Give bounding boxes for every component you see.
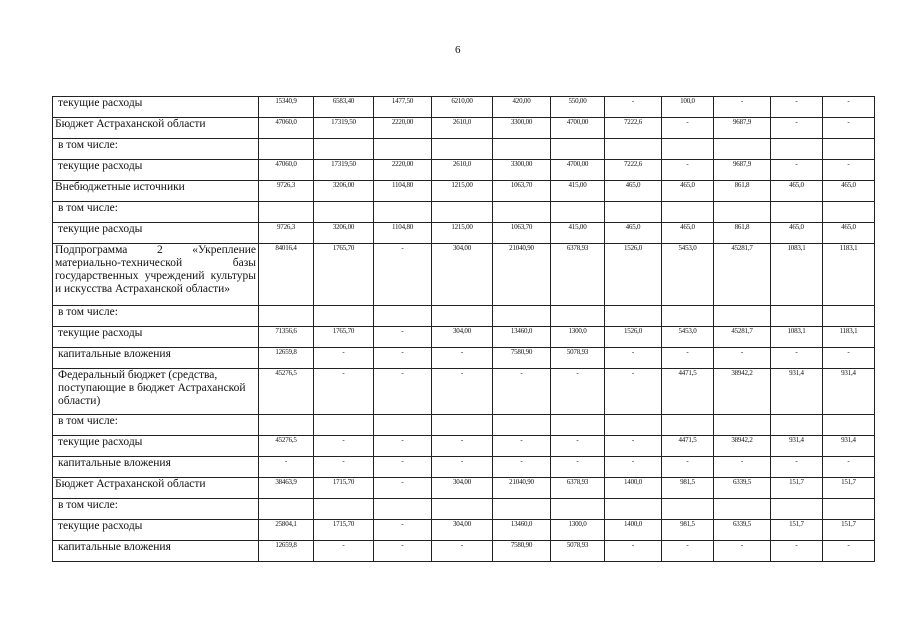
value-cell: 5078,93 (551, 541, 605, 562)
value-cell (432, 306, 493, 327)
value-cell (259, 415, 314, 436)
value-cell: 415,00 (551, 223, 605, 244)
value-cell: - (714, 97, 771, 118)
row-label: Федеральный бюджет (средства, поступающие в бюджет Астраханской области) (53, 369, 259, 415)
value-cell: - (714, 348, 771, 369)
value-cell: 1477,50 (374, 97, 432, 118)
value-cell: - (662, 541, 714, 562)
value-cell: 84016,4 (259, 244, 314, 306)
value-cell: 465,0 (662, 181, 714, 202)
value-cell: - (605, 457, 662, 478)
table-row (53, 202, 875, 223)
value-cell (662, 499, 714, 520)
value-cell: - (605, 541, 662, 562)
value-cell: 6378,93 (551, 478, 605, 499)
table-row (53, 457, 875, 478)
row-label: Бюджет Астраханской области (53, 118, 259, 139)
value-cell: - (493, 457, 551, 478)
row-label: текущие расходы (53, 327, 259, 348)
value-cell (432, 415, 493, 436)
value-cell (551, 202, 605, 223)
value-cell: - (432, 369, 493, 415)
row-label: Подпрограмма 2 «Укрепление материально-технической базы государственных учреждений культуры и искусства Астраханской области» (53, 244, 259, 306)
page-number: 6 (455, 44, 461, 56)
value-cell: - (374, 327, 432, 348)
value-cell: 304,00 (432, 327, 493, 348)
value-cell (314, 202, 374, 223)
value-cell: 931,4 (771, 436, 823, 457)
value-cell: 465,0 (771, 181, 823, 202)
value-cell: 6339,5 (714, 520, 771, 541)
row-label: текущие расходы (53, 97, 259, 118)
value-cell (314, 499, 374, 520)
table-row (53, 327, 875, 348)
value-cell: 465,0 (605, 181, 662, 202)
value-cell: 5078,93 (551, 348, 605, 369)
value-cell (771, 202, 823, 223)
value-cell: - (374, 244, 432, 306)
value-cell: 3300,00 (493, 160, 551, 181)
value-cell: 465,0 (823, 181, 875, 202)
value-cell (493, 139, 551, 160)
value-cell: 981,5 (662, 520, 714, 541)
value-cell: 7580,90 (493, 541, 551, 562)
value-cell: 15340,9 (259, 97, 314, 118)
value-cell: 38942,2 (714, 436, 771, 457)
row-label: текущие расходы (53, 436, 259, 457)
value-cell: - (662, 160, 714, 181)
value-cell (374, 202, 432, 223)
table-row (53, 181, 875, 202)
value-cell: 3300,00 (493, 118, 551, 139)
table-row (53, 415, 875, 436)
value-cell: 1104,80 (374, 181, 432, 202)
value-cell: 6339,5 (714, 478, 771, 499)
table-row (53, 118, 875, 139)
value-cell: - (551, 369, 605, 415)
value-cell (823, 499, 875, 520)
value-cell: 21040,90 (493, 244, 551, 306)
value-cell: 21040,90 (493, 478, 551, 499)
value-cell: - (771, 97, 823, 118)
value-cell: - (605, 97, 662, 118)
table-row (53, 97, 875, 118)
value-cell: 38942,2 (714, 369, 771, 415)
value-cell: 1083,1 (771, 327, 823, 348)
value-cell: - (605, 369, 662, 415)
value-cell: 1400,0 (605, 520, 662, 541)
value-cell: - (823, 97, 875, 118)
value-cell: - (714, 541, 771, 562)
value-cell (771, 139, 823, 160)
value-cell (259, 499, 314, 520)
row-label: в том числе: (53, 415, 259, 436)
value-cell (823, 415, 875, 436)
value-cell: 6378,93 (551, 244, 605, 306)
table-row (53, 160, 875, 181)
value-cell: 2610,0 (432, 160, 493, 181)
value-cell (551, 499, 605, 520)
value-cell (374, 415, 432, 436)
value-cell: 45281,7 (714, 327, 771, 348)
value-cell: - (432, 436, 493, 457)
value-cell: 9726,3 (259, 181, 314, 202)
value-cell: - (432, 541, 493, 562)
value-cell: 12659,8 (259, 541, 314, 562)
value-cell: 151,7 (771, 478, 823, 499)
table-row (53, 348, 875, 369)
value-cell: 7222,6 (605, 160, 662, 181)
value-cell: - (374, 520, 432, 541)
value-cell: 931,4 (823, 369, 875, 415)
value-cell: 5453,0 (662, 244, 714, 306)
value-cell (823, 139, 875, 160)
row-label: капитальные вложения (53, 541, 259, 562)
value-cell: 2610,0 (432, 118, 493, 139)
value-cell (714, 202, 771, 223)
value-cell (314, 306, 374, 327)
value-cell: 17319,50 (314, 118, 374, 139)
value-cell: 9687,9 (714, 118, 771, 139)
row-label: в том числе: (53, 499, 259, 520)
value-cell: 5453,0 (662, 327, 714, 348)
value-cell (771, 415, 823, 436)
value-cell: - (493, 436, 551, 457)
value-cell: - (823, 541, 875, 562)
value-cell (714, 499, 771, 520)
table-row (53, 520, 875, 541)
value-cell: 415,00 (551, 181, 605, 202)
row-label: в том числе: (53, 139, 259, 160)
value-cell: 550,00 (551, 97, 605, 118)
table-row (53, 306, 875, 327)
value-cell (551, 415, 605, 436)
value-cell: - (374, 436, 432, 457)
value-cell: 304,00 (432, 244, 493, 306)
value-cell: - (823, 160, 875, 181)
value-cell: 9726,3 (259, 223, 314, 244)
value-cell: 25804,1 (259, 520, 314, 541)
value-cell (259, 139, 314, 160)
value-cell: 1300,0 (551, 520, 605, 541)
value-cell: 2220,00 (374, 118, 432, 139)
value-cell: - (314, 436, 374, 457)
value-cell (662, 202, 714, 223)
value-cell (551, 139, 605, 160)
row-label: Бюджет Астраханской области (53, 478, 259, 499)
value-cell: - (605, 348, 662, 369)
value-cell: 3206,00 (314, 223, 374, 244)
value-cell: 1526,0 (605, 244, 662, 306)
value-cell (493, 499, 551, 520)
value-cell: - (771, 541, 823, 562)
value-cell: 861,8 (714, 223, 771, 244)
row-label: в том числе: (53, 202, 259, 223)
value-cell: 4700,00 (551, 160, 605, 181)
value-cell: - (823, 457, 875, 478)
value-cell: - (314, 369, 374, 415)
value-cell: - (662, 348, 714, 369)
value-cell: - (374, 541, 432, 562)
value-cell: 420,00 (493, 97, 551, 118)
table-row (53, 369, 875, 415)
value-cell (605, 306, 662, 327)
table-row (53, 499, 875, 520)
value-cell: 304,00 (432, 520, 493, 541)
table-row (53, 223, 875, 244)
value-cell: 1104,80 (374, 223, 432, 244)
value-cell (259, 202, 314, 223)
value-cell (551, 306, 605, 327)
value-cell: - (662, 118, 714, 139)
row-label: капитальные вложения (53, 457, 259, 478)
value-cell: 3206,00 (314, 181, 374, 202)
budget-table (52, 96, 875, 562)
value-cell: 1083,1 (771, 244, 823, 306)
value-cell (493, 415, 551, 436)
value-cell: - (605, 436, 662, 457)
value-cell: 304,00 (432, 478, 493, 499)
value-cell (823, 202, 875, 223)
value-cell (314, 415, 374, 436)
value-cell (374, 499, 432, 520)
row-label: в том числе: (53, 306, 259, 327)
value-cell: 465,0 (823, 223, 875, 244)
table-row (53, 478, 875, 499)
value-cell (605, 139, 662, 160)
value-cell: 17319,50 (314, 160, 374, 181)
value-cell: 151,7 (771, 520, 823, 541)
value-cell (771, 306, 823, 327)
value-cell: 6210,00 (432, 97, 493, 118)
value-cell: 1715,70 (314, 478, 374, 499)
value-cell: - (432, 457, 493, 478)
value-cell: - (551, 436, 605, 457)
value-cell: - (771, 118, 823, 139)
value-cell: 47060,0 (259, 160, 314, 181)
row-label: текущие расходы (53, 223, 259, 244)
value-cell: 13460,0 (493, 520, 551, 541)
value-cell: - (771, 457, 823, 478)
value-cell: - (374, 369, 432, 415)
value-cell: 45276,5 (259, 369, 314, 415)
value-cell: - (259, 457, 314, 478)
value-cell: - (823, 348, 875, 369)
value-cell: 9687,9 (714, 160, 771, 181)
value-cell (605, 202, 662, 223)
value-cell (605, 415, 662, 436)
value-cell (374, 306, 432, 327)
table-row (53, 436, 875, 457)
value-cell: 465,0 (605, 223, 662, 244)
value-cell: 981,5 (662, 478, 714, 499)
value-cell: 4700,00 (551, 118, 605, 139)
value-cell: 7580,90 (493, 348, 551, 369)
value-cell: - (314, 457, 374, 478)
value-cell (662, 139, 714, 160)
value-cell (771, 499, 823, 520)
value-cell: - (823, 118, 875, 139)
value-cell: 6583,40 (314, 97, 374, 118)
value-cell: - (771, 160, 823, 181)
value-cell: 1715,70 (314, 520, 374, 541)
row-label: текущие расходы (53, 520, 259, 541)
value-cell: 38463,9 (259, 478, 314, 499)
value-cell: 465,0 (662, 223, 714, 244)
value-cell: - (374, 457, 432, 478)
value-cell: - (714, 457, 771, 478)
table-row (53, 139, 875, 160)
value-cell: 1183,1 (823, 244, 875, 306)
value-cell: 12659,8 (259, 348, 314, 369)
value-cell: - (374, 478, 432, 499)
value-cell (432, 139, 493, 160)
value-cell: 71356,6 (259, 327, 314, 348)
value-cell (493, 306, 551, 327)
value-cell: 2220,00 (374, 160, 432, 181)
value-cell (662, 306, 714, 327)
value-cell: 1765,70 (314, 327, 374, 348)
value-cell: 1063,70 (493, 181, 551, 202)
value-cell: - (493, 369, 551, 415)
value-cell: - (374, 348, 432, 369)
value-cell: - (771, 348, 823, 369)
value-cell: 100,0 (662, 97, 714, 118)
value-cell: 1215,00 (432, 223, 493, 244)
value-cell: - (662, 457, 714, 478)
value-cell (374, 139, 432, 160)
row-label: капитальные вложения (53, 348, 259, 369)
value-cell (432, 202, 493, 223)
value-cell: 151,7 (823, 478, 875, 499)
value-cell (432, 499, 493, 520)
value-cell (714, 415, 771, 436)
value-cell: 1765,70 (314, 244, 374, 306)
value-cell: - (314, 541, 374, 562)
value-cell (714, 139, 771, 160)
value-cell (662, 415, 714, 436)
value-cell (823, 306, 875, 327)
table-row (53, 541, 875, 562)
value-cell: 1063,70 (493, 223, 551, 244)
value-cell: 4471,5 (662, 369, 714, 415)
value-cell (714, 306, 771, 327)
value-cell: 931,4 (771, 369, 823, 415)
value-cell: 151,7 (823, 520, 875, 541)
value-cell: 1526,0 (605, 327, 662, 348)
value-cell (605, 499, 662, 520)
value-cell: 45276,5 (259, 436, 314, 457)
value-cell: - (314, 348, 374, 369)
value-cell: 4471,5 (662, 436, 714, 457)
value-cell: 1215,00 (432, 181, 493, 202)
value-cell: - (432, 348, 493, 369)
value-cell: 13460,0 (493, 327, 551, 348)
value-cell: 1400,0 (605, 478, 662, 499)
row-label: Внебюджетные источники (53, 181, 259, 202)
value-cell: 47060,0 (259, 118, 314, 139)
value-cell: 861,8 (714, 181, 771, 202)
value-cell: 1300,0 (551, 327, 605, 348)
value-cell (493, 202, 551, 223)
value-cell: 45281,7 (714, 244, 771, 306)
row-label: текущие расходы (53, 160, 259, 181)
value-cell: - (551, 457, 605, 478)
value-cell: 1183,1 (823, 327, 875, 348)
value-cell (314, 139, 374, 160)
value-cell: 931,4 (823, 436, 875, 457)
table-row (53, 244, 875, 306)
value-cell: 465,0 (771, 223, 823, 244)
value-cell (259, 306, 314, 327)
value-cell: 7222,6 (605, 118, 662, 139)
